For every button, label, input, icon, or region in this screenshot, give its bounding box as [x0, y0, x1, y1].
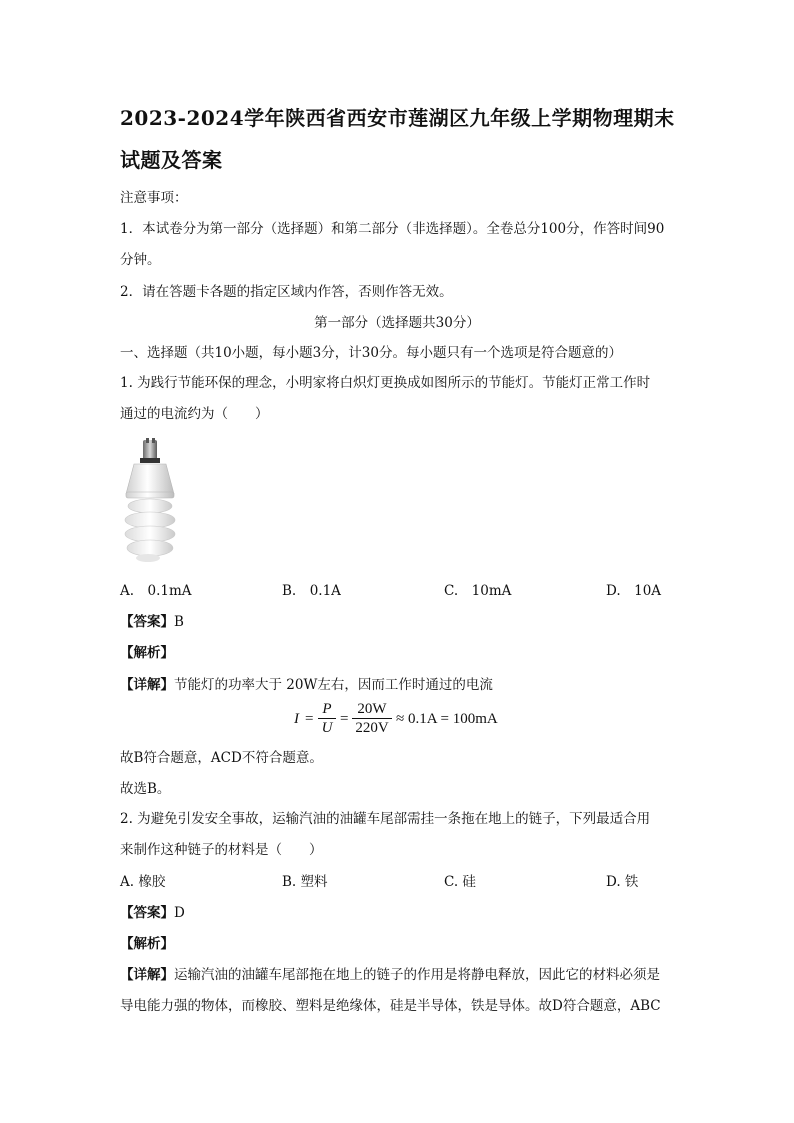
q1-detail [120, 675, 493, 695]
q2-answer-value: D [174, 905, 185, 921]
formula-fraction-2-den: 220V [355, 720, 389, 736]
q1-answer [120, 612, 184, 632]
notice-item-2: 2．请在答题卡各题的指定区域内作答，否则作答无效。 [120, 284, 453, 300]
notice-heading: 注意事项： [120, 190, 188, 206]
detail-tag: 【详解】 [120, 677, 174, 693]
q2-option-a: A. 橡胶 [120, 874, 166, 890]
detail-tag: 【详解】 [120, 967, 174, 983]
formula-fraction-1-den: U [321, 720, 333, 736]
part-one-heading: 第一部分（选择题共30分） [314, 315, 480, 331]
q2-answer [120, 903, 185, 923]
formula-fraction-pu [318, 700, 336, 737]
formula-lhs: I [294, 711, 299, 727]
formula-eq: = [305, 711, 314, 727]
q1-choose: 故选B。 [120, 781, 171, 797]
formula-fraction-values [352, 700, 392, 737]
q2-analysis-heading [120, 934, 174, 954]
analysis-tag: 【解析】 [120, 645, 174, 661]
formula-eq-2: = [340, 711, 349, 727]
formula-fraction-1-num: P [322, 701, 332, 717]
q2-option-b: B. 塑料 [282, 874, 328, 890]
energy-saving-bulb-image [118, 438, 182, 564]
q2-option-c: C. 硅 [444, 874, 476, 890]
doc-title-line2: 试题及答案 [120, 148, 223, 172]
formula-fraction-2-num: 20W [357, 701, 387, 717]
notice-item-1-line2: 分钟。 [120, 252, 161, 268]
q1-current-formula [294, 700, 514, 742]
q1-detail-text: 节能灯的功率大于 20W左右，因而工作时通过的电流 [174, 677, 493, 693]
q2-detail-line2: 导电能力强的物体，而橡胶、塑料是绝缘体，硅是半导体，铁是导体。故D符合题意，ABC [120, 998, 661, 1014]
section-one-heading: 一、选择题（共10小题，每小题3分，计30分。每小题只有一个选项是符合题意的） [120, 345, 622, 361]
answer-tag: 【答案】 [120, 905, 174, 921]
q1-option-b: B. 0.1A [282, 583, 341, 599]
q1-answer-value: B [174, 614, 184, 630]
analysis-tag: 【解析】 [120, 936, 174, 952]
formula-rhs: ≈ 0.1A = 100mA [396, 711, 498, 727]
q2-stem-line2: 来制作这种链子的材料是（ ） [120, 842, 323, 858]
q1-stem-line2: 通过的电流约为（ ） [120, 406, 269, 422]
doc-title-line1: 2023-2024学年陕西省西安市莲湖区九年级上学期物理期末 [120, 106, 675, 130]
q1-conclusion: 故B符合题意，ACD不符合题意。 [120, 750, 323, 766]
q1-option-d: D. 10A [606, 583, 662, 599]
q1-analysis-heading [120, 643, 174, 663]
answer-tag: 【答案】 [120, 614, 174, 630]
q1-option-a: A. 0.1mA [120, 583, 192, 599]
q2-option-d: D. 铁 [606, 874, 639, 890]
q2-detail-text-1: 运输汽油的油罐车尾部拖在地上的链子的作用是将静电释放，因此它的材料必须是 [174, 967, 660, 983]
q1-option-c: C. 10mA [444, 583, 512, 599]
q2-detail-line1 [120, 965, 660, 985]
notice-item-1-line1: 1．本试卷分为第一部分（选择题）和第二部分（非选择题）。全卷总分100分，作答时间90 [120, 221, 665, 237]
q1-stem-line1: 1. 为践行节能环保的理念，小明家将白炽灯更换成如图所示的节能灯。节能灯正常工作时 [120, 375, 651, 391]
q2-stem-line1: 2. 为避免引发安全事故，运输汽油的油罐车尾部需挂一条拖在地上的链子，下列最适合用 [120, 811, 651, 827]
